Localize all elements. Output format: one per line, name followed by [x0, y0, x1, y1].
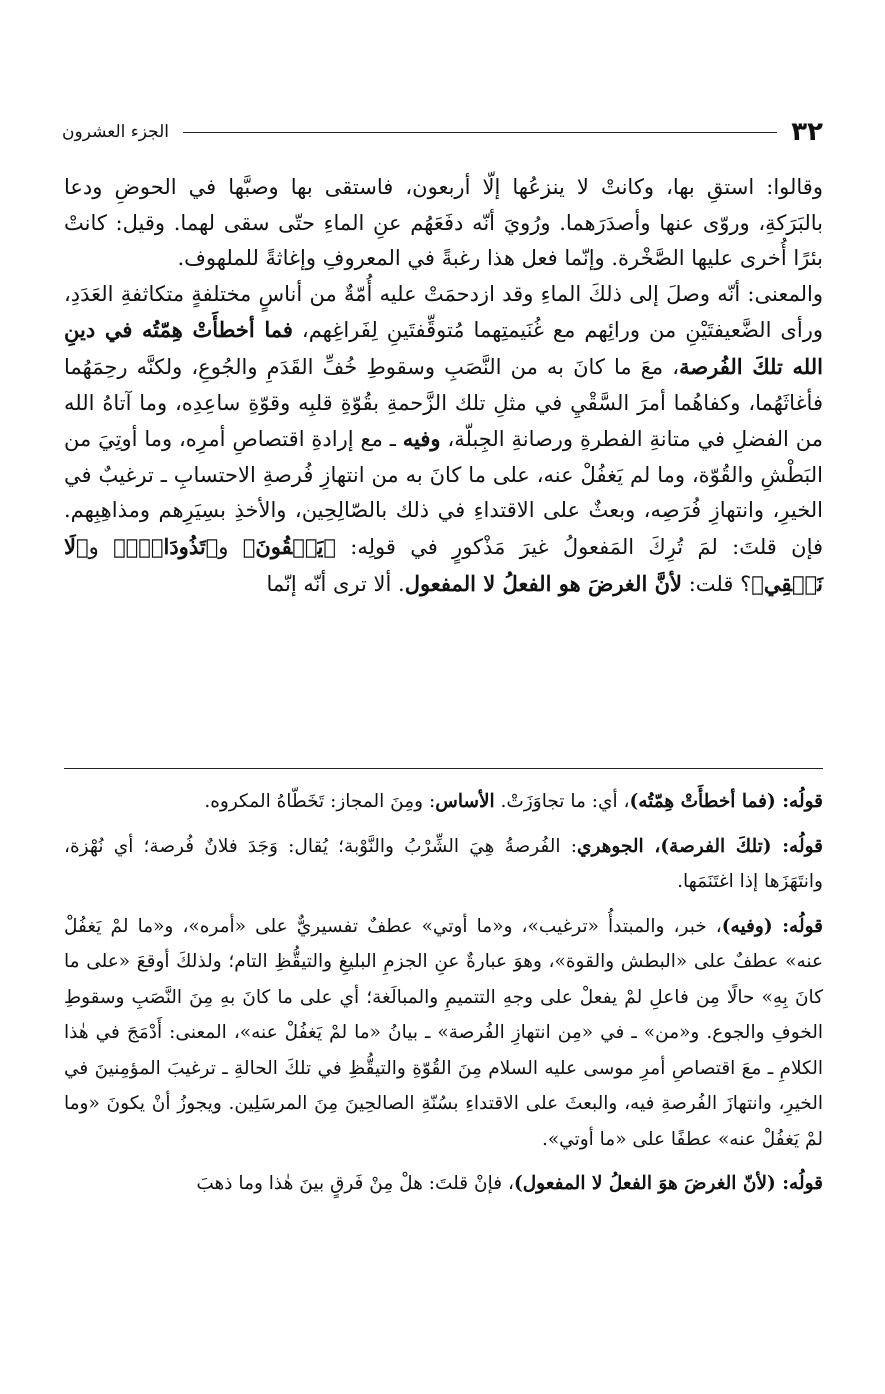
- main-text-run: ـ مع إرادةِ اقتصاصِ أمرِه، وما أوتِيَ من البَطْشِ والقُوّة، وما لم يَغفُلْ عنه، على ما كانَ به من انتهازِ فُرصةِ الاحتسابِ ـ ترغيبٌ في الخيرِ، وانتهازِ فُرَصِه، وبعثٌ على الاقتداءِ في ذلك بالصّالِحِين، والأخذِ بسِيَرِهم ومذاهِبِهم. فإن قلتَ: لمَ تُرِكَ المَفعولُ غيرَ مَذْكورٍ في قولِه:: [64, 427, 824, 559]
- note-lemma: قولُه: (فما أخطأَتْ هِمّتُه): [629, 791, 823, 812]
- note-2: [64, 829, 823, 900]
- running-title: الجزء العشرون: [62, 122, 169, 142]
- note-1: [64, 784, 823, 820]
- note-lemma: قولُه: (وفيه): [721, 915, 823, 937]
- page-header: [62, 112, 823, 152]
- note-text: ، فإنْ قلتَ: هلْ مِنْ فَرقٍ بينَ هٰذا وما ذهبَ: [196, 1173, 514, 1194]
- note-text: ، خبر، والمبتدأُ «ترغيب»، و«ما أوتي» عطفٌ تفسيريٌّ على «أمره»، و«ما لمْ يَغفُلْ عنه» عطفٌ على «البطش والقوة»، وهوَ عبارةٌ عنِ الجزمِ البليغِ والتيقُّظِ التام؛ ولذلكَ أوقعَ «على ما كانَ بِهِ» حالًا مِن فاعلِ لمْ يفعلْ على وجهِ التتميمِ والمبالَغة؛ أي على ما كانَ بهِ مِنَ النَّصَبِ وسقوطِ الخوفِ والجوع. و«من» ـ في «مِن انتهازِ الفُرصة» ـ بيانُ «ما لمْ يَغفُلْ عنه»، المعنى: أَدْمَجَ في هٰذا الكلامِ ـ معَ اقتصاصِ أمرِ موسى عليه السلام مِنَ القُوّةِ والتيقُّظِ في تلكَ الحالةِ ـ ترغيبَ المؤمِنينَ في الخيرِ، وانتهازَ الفُرصةِ فيه، والبعثَ على الاقتداءِ بسُنّةِ الصالحِينَ مِنَ المرسَلِين. ويجوزُ أنْ يكونَ «وما لمْ يَغفُلْ عنه» عطفًا على «ما أوتي».: [64, 915, 823, 1150]
- note-text: : ومِنَ المجاز: تَخَطّاهُ المكروه.: [204, 791, 436, 812]
- main-text-run: و: [88, 534, 99, 559]
- footnote-separator: [64, 768, 823, 769]
- main-text-run: والمعنى: أنّه وصلَ إلى ذلكَ الماءِ وقد ازدحمَتْ عليه أُمّةٌ من أناسٍ مختلفةٍ متكاثفةِ العَدَدِ، ورأى الضَّعيفتَيْنِ من ورائِهم مع غُنَيمتِهما مُتوقِّفتَينِ لِفَراغِهم،: [64, 281, 823, 343]
- quoted-phrase: فما أخطأَتْ هِمّتُه في دينِ الله تلكَ الفُرصة: [64, 317, 823, 379]
- page-number: ٣٢: [791, 117, 823, 147]
- note-4: [64, 1166, 823, 1202]
- main-text-run: ، معَ ما كانَ به من النَّصَبِ وسقوطِ خُفِّ القَدَمِ والجُوعِ، ولكنَّه رحِمَهُما فأغاثَهُما، وكفاهُما أمرَ السَّقْيِ في مثلِ تلك الزَّحمةِ بقُوّةِ قلبِه وقوّةِ ساعِدِه، وما آتاهُ الله من الفضلِ في متانةِ الفطرةِ ورصانةِ الجِبلّة،: [64, 354, 823, 452]
- note-text: : الفُرصةُ هِيَ الشِّرْبُ والنَّوْبة؛ يُقال: وَجَدَ فلانٌ فُرصة؛ أي نُهْزة، وانتَهَزَها إذا اغتَنَمَها.: [64, 835, 823, 892]
- note-lemma: قولُه: (تلكَ الفرصة)، الجوهري: [576, 835, 824, 857]
- main-paragraph-1: وقالوا: استقِ بها، وكانتْ لا ينزعُها إلّا أربعون، فاستقى بها وصبَّها في الحوضِ ودعا بالبَرَكةِ، وروّى عنها وأصدَرَهما. ورُويَ أنّه دفَعَهُم عنِ الماءِ حتّى سقى لهما. وقيل: كانتْ بئرًا أُخرى عليها الصَّخْرة. وإنّما فعل هذا رغبةً في المعروفِ وإغاثةً للملهوف.: [64, 175, 823, 271]
- main-paragraph-2: [64, 277, 823, 602]
- note-text: ، أي: ما تجاوَزَتْ.: [500, 791, 630, 812]
- quran-quote: ﴿يَسۡقُونَ﴾: [242, 533, 336, 559]
- main-text-run: . ألا ترى أنّه إنّما: [266, 571, 405, 596]
- header-rule: [183, 132, 777, 133]
- main-text-run: و: [218, 534, 229, 559]
- main-text: [64, 170, 823, 602]
- quran-quote: ﴿تَذُودَانِۖ﴾: [113, 533, 219, 559]
- note-3: [64, 909, 823, 1158]
- quoted-phrase: لأنَّ الغرضَ هو الفعلُ لا المفعول: [404, 570, 683, 596]
- note-source: الأساس: [435, 791, 495, 812]
- main-text-run: ؟ قلت:: [688, 571, 752, 596]
- note-lemma: قولُه: (لأنّ الغرضَ هوَ الفعلُ لا المفعول): [513, 1173, 823, 1194]
- quoted-phrase: وفيه: [402, 426, 441, 452]
- commentary-notes: [64, 784, 823, 1202]
- quran-quote: ﴿لَا نَسۡقِي﴾: [64, 533, 823, 596]
